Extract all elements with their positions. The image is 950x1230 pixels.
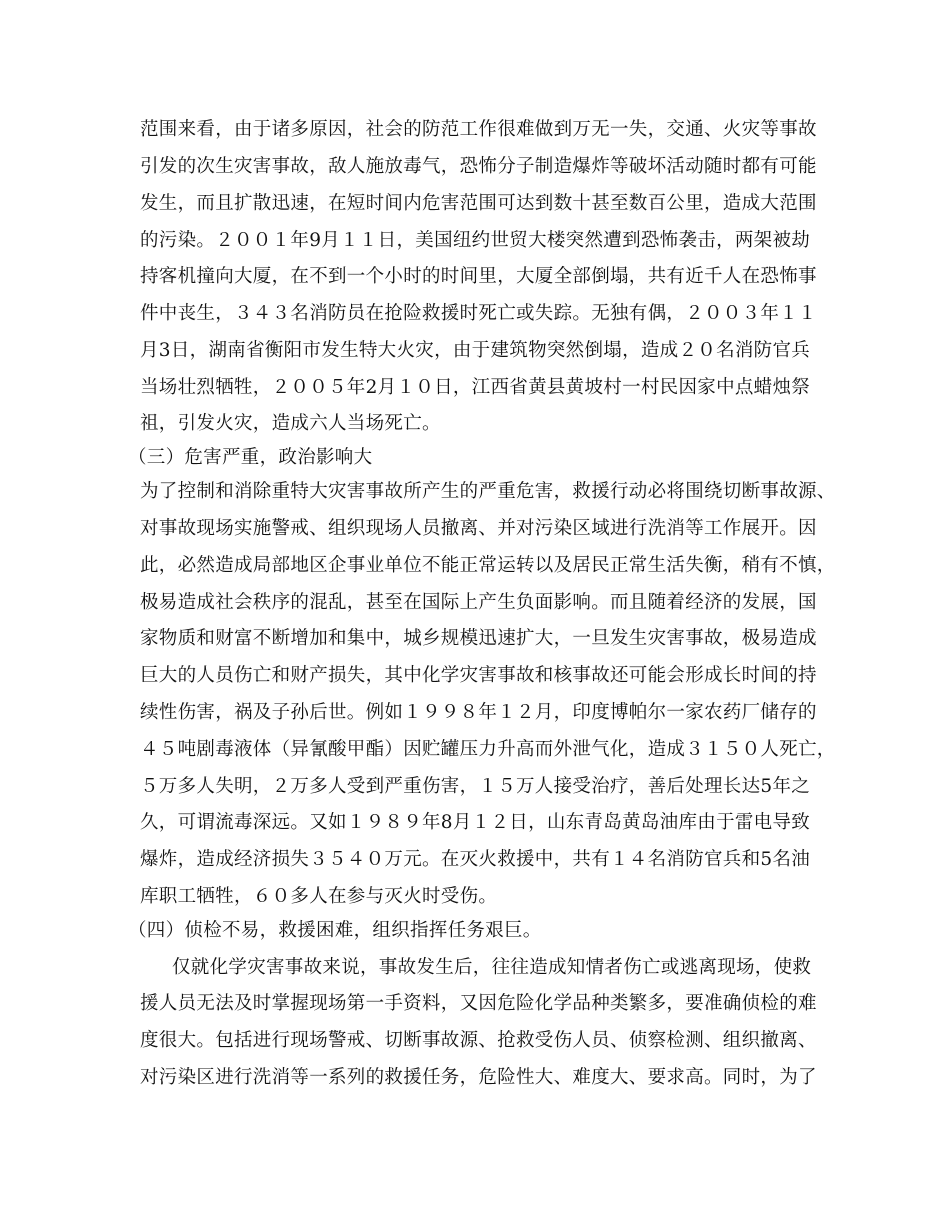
section-heading-3: （三）危害严重，政治影响大 <box>128 447 373 468</box>
paragraph-3-line-2: 援人员无法及时掌握现场第一手资料，又因危险化学品种类繁多，要准确侦检的难 <box>140 993 817 1014</box>
paragraph-1-line-1: 范围来看，由于诸多原因，社会的防范工作很难做到万无一失，交通、火灾等事故 <box>140 119 817 140</box>
paragraph-2-line-9: ５万多人失明，２万多人受到严重伤害，１５万人接受治疗，善后处理长达5年之 <box>140 776 811 797</box>
paragraph-1-line-8: 当场壮烈牺牲，２００５年2月１０日，江西省黄县黄坡村一村民因家中点蜡烛祭 <box>140 377 811 398</box>
paragraph-2-line-6: 巨大的人员伤亡和财产损失，其中化学灾害事故和核事故还可能会形成长时间的持 <box>140 665 817 686</box>
paragraph-1-line-7: 月3日，湖南省衡阳市发生特大火灾，由于建筑物突然倒塌，造成２０名消防官兵 <box>140 340 811 361</box>
paragraph-3-line-1: 仅就化学灾害事故来说，事故发生后，往往造成知情者伤亡或逃离现场，使救 <box>172 957 812 978</box>
paragraph-3-line-3: 度很大。包括进行现场警戒、切断事故源、抢救受伤人员、侦察检测、组织撤离、 <box>140 1030 817 1051</box>
paragraph-1-line-4: 的污染。２００１年9月１１日，美国纽约世贸大楼突然遭到恐怖袭击，两架被劫 <box>140 230 811 251</box>
paragraph-2-line-12: 库职工牺牲，６０多人在参与灭火时受伤。 <box>140 886 498 907</box>
paragraph-2-line-1: 为了控制和消除重特大灾害事故所产生的严重危害，救援行动必将围绕切断事故源、 <box>140 481 836 502</box>
paragraph-1-line-6: 件中丧生，３４３名消防员在抢险救援时死亡或失踪。无独有偶，２００３年１１ <box>140 303 817 324</box>
paragraph-1-line-5: 持客机撞向大厦，在不到一个小时的时间里，大厦全部倒塌，共有近千人在恐怖事 <box>140 266 817 287</box>
paragraph-1-line-3: 发生，而且扩散迅速，在短时间内危害范围可达到数十甚至数百公里，造成大范围 <box>140 193 817 214</box>
paragraph-2-line-4: 极易造成社会秩序的混乱，甚至在国际上产生负面影响。而且随着经济的发展，国 <box>140 592 817 613</box>
paragraph-2-line-8: ４５吨剧毒液体（异氰酸甲酯）因贮罐压力升高而外泄气化，造成３１５０人死亡， <box>140 739 836 760</box>
paragraph-2-line-5: 家物质和财富不断增加和集中，城乡规模迅速扩大，一旦发生灾害事故，极易造成 <box>140 628 817 649</box>
paragraph-2-line-11: 爆炸，造成经济损失３５４０万元。在灭火救援中，共有１４名消防官兵和5名油 <box>140 849 811 870</box>
paragraph-1-line-9: 祖，引发火灾，造成六人当场死亡。 <box>140 413 441 434</box>
paragraph-2-line-3: 此，必然造成局部地区企事业单位不能正常运转以及居民正常生活失衡，稍有不慎， <box>140 555 836 576</box>
paragraph-2-line-10: 久，可谓流毒深远。又如１９８９年8月１２日，山东青岛黄岛油库由于雷电导致 <box>140 812 811 833</box>
paragraph-3-line-4: 对污染区进行洗消等一系列的救援任务，危险性大、难度大、要求高。同时，为了 <box>140 1067 817 1088</box>
paragraph-1-line-2: 引发的次生灾害事故，敌人施放毒气，恐怖分子制造爆炸等破坏活动随时都有可能 <box>140 156 817 177</box>
section-heading-4: （四）侦检不易，救援困难，组织指挥任务艰巨。 <box>128 920 542 941</box>
paragraph-2-line-7: 续性伤害，祸及子孙后世。例如１９９８年１２月，印度博帕尔一家农药厂储存的 <box>140 702 817 723</box>
paragraph-2-line-2: 对事故现场实施警戒、组织现场人员撤离、并对污染区域进行洗消等工作展开。因 <box>140 518 817 539</box>
